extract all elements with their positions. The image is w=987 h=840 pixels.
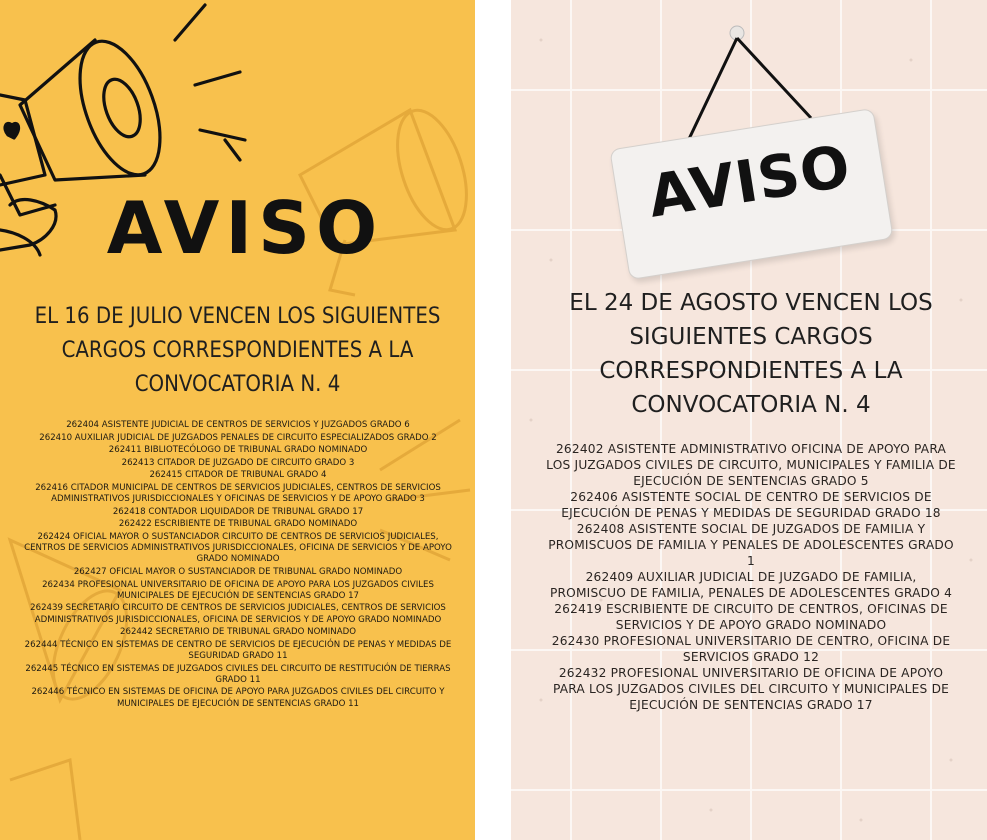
positions-list xyxy=(18,420,458,711)
heading-line: CARGOS CORRESPONDIENTES A LA xyxy=(61,338,414,363)
list-item: 262442 SECRETARIO DE TRIBUNAL GRADO NOMINADO xyxy=(120,627,356,638)
list-item: 262404 ASISTENTE JUDICIAL DE CENTROS DE SERVICIOS Y JUZGADOS GRADO 6 xyxy=(66,420,410,430)
list-item: 262406 ASISTENTE SOCIAL DE CENTRO DE SERVICIOS DE EJECUCIÓN DE PENAS Y MEDIDAS DE SEGURIDAD GRADO 18 xyxy=(561,490,941,520)
list-item: 262416 CITADOR MUNICIPAL DE CENTROS DE SERVICIOS JUDICIALES, CENTROS DE SERVICIOS ADMINISTRATIVOS JURISDICCIONALES Y OFICINAS DE SERVICIOS Y DE APOYO GRADO 3 xyxy=(35,482,441,505)
sign-title: AVISO xyxy=(643,131,856,231)
list-item: 262418 CONTADOR LIQUIDADOR DE TRIBUNAL GRADO 17 xyxy=(112,506,364,517)
list-item: 262419 ESCRIBIENTE DE CIRCUITO DE CENTROS, OFICINAS DE SERVICIOS Y DE APOYO GRADO NOMINADO xyxy=(554,602,948,632)
left-notice-panel xyxy=(0,0,475,840)
list-item: 262402 ASISTENTE ADMINISTRATIVO OFICINA DE APOYO PARA LOS JUZGADOS CIVILES DE CIRCUITO, MUNICIPALES Y FAMILIA DE EJECUCIÓN DE SENTENCIAS GRADO 5 xyxy=(546,442,956,488)
list-item: 262432 PROFESIONAL UNIVERSITARIO DE OFICINA DE APOYO PARA LOS JUZGADOS CIVILES DEL CIRCUITO Y MUNICIPALES DE EJECUCIÓN DE SENTENCIAS GRADO 17 xyxy=(552,666,950,712)
heading-line: CONVOCATORIA N. 4 xyxy=(134,372,341,397)
heading-line: EL 16 DE JULIO VENCEN LOS SIGUIENTES xyxy=(34,304,441,329)
list-item: 262424 OFICIAL MAYOR O SUSTANCIADOR CIRCUITO DE CENTROS DE SERVICIOS JUDICIALES, CENTROS DE SERVICIOS ADMINISTRATIVOS JURISDICCIONALES, OFICINA DE SERVICIOS Y DE APOYO GRADO NOMINADO xyxy=(24,531,452,565)
positions-list-right xyxy=(546,441,956,713)
list-item: 262422 ESCRIBIENTE DE TRIBUNAL GRADO NOMINADO xyxy=(118,519,358,530)
list-item: 262439 SECRETARIO CIRCUITO DE CENTROS DE SERVICIOS JUDICIALES, CENTROS DE SERVICIOS ADMINISTRATIVOS JURISDICCIONALES, OFICINA DE SERVICIOS Y DE APOYO GRADO NOMINADO xyxy=(30,603,446,625)
list-item: 262415 CITADOR DE TRIBUNAL GRADO 4 xyxy=(149,470,327,481)
list-item: 262410 AUXILIAR JUDICIAL DE JUZGADOS PENALES DE CIRCUITO ESPECIALIZADOS GRADO 2 xyxy=(39,432,437,443)
notice-heading-right xyxy=(541,286,961,422)
list-item: 262409 AUXILIAR JUDICIAL DE JUZGADO DE FAMILIA, PROMISCUO DE FAMILIA, PENALES DE ADOLESCENTES GRADO 4 xyxy=(549,570,953,600)
list-item: 262444 TÉCNICO EN SISTEMAS DE CENTRO DE SERVICIOS DE EJECUCIÓN DE PENAS Y MEDIDAS DE SEGURIDAD GRADO 11 xyxy=(24,639,452,661)
list-item: 262411 BIBLIOTECÓLOGO DE TRIBUNAL GRADO NOMINADO xyxy=(108,445,368,456)
list-item: 262427 OFICIAL MAYOR O SUSTANCIADOR DE TRIBUNAL GRADO NOMINADO xyxy=(73,566,403,577)
list-item: 262413 CITADOR DE JUZGADO DE CIRCUITO GRADO 3 xyxy=(121,457,355,468)
list-item: 262430 PROFESIONAL UNIVERSITARIO DE CENTRO, OFICINA DE SERVICIOS GRADO 12 xyxy=(551,634,951,664)
panel-divider xyxy=(475,0,511,840)
heading-line: EL 24 DE AGOSTO VENCEN LOS xyxy=(569,290,933,316)
heading-line: CORRESPONDIENTES A LA xyxy=(599,358,903,384)
list-item: 262434 PROFESIONAL UNIVERSITARIO DE OFICINA DE APOYO PARA LOS JUZGADOS CIVILES MUNICIPALES DE EJECUCIÓN DE SENTENCIAS GRADO 17 xyxy=(42,579,434,601)
notice-heading xyxy=(10,300,465,402)
heading-line: CONVOCATORIA N. 4 xyxy=(631,392,871,418)
list-item: 262408 ASISTENTE SOCIAL DE JUZGADOS DE FAMILIA Y PROMISCUOS DE FAMILIA Y PENALES DE ADOLESCENTES GRADO 1 xyxy=(548,522,954,568)
list-item: 262445 TÉCNICO EN SISTEMAS DE JUZGADOS CIVILES DEL CIRCUITO DE RESTITUCIÓN DE TIERRAS GRADO 11 xyxy=(25,663,451,685)
notice-title: AVISO xyxy=(106,186,384,270)
list-item: 262446 TÉCNICO EN SISTEMAS DE OFICINA DE APOYO PARA JUZGADOS CIVILES DEL CIRCUITO Y MUNICIPALES DE EJECUCIÓN DE SENTENCIAS GRADO 11 xyxy=(31,687,445,709)
heading-line: SIGUIENTES CARGOS xyxy=(629,324,873,350)
